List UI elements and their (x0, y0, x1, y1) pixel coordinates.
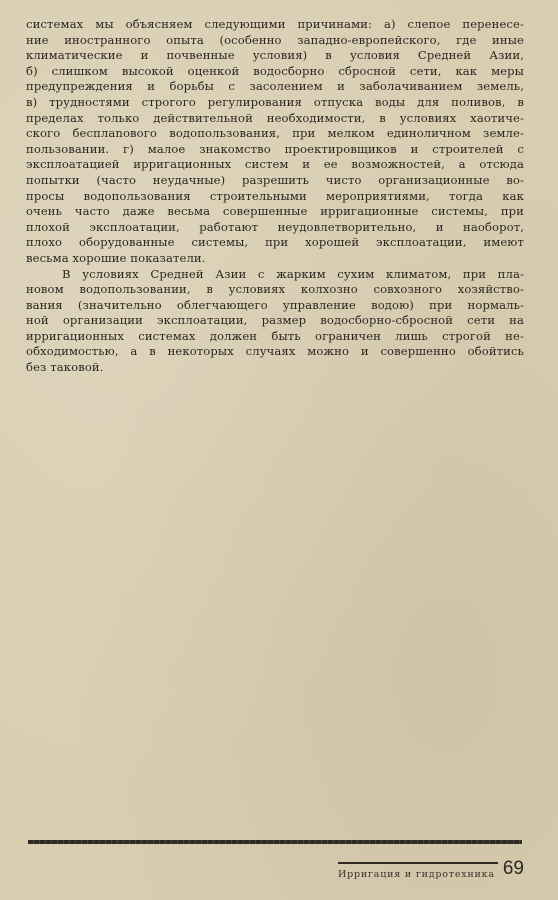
text-line: В условиях Средней Азии с жарким сухим климатом, при пла- (62, 266, 524, 281)
text-line: очень часто даже весьма совершенные ирригационные системы, при (26, 204, 524, 219)
text-line: вания (значительно облегчающего управление водою) при нормаль- (26, 297, 524, 312)
text-line: просы водопользования строительными мероприятиями, тогда как (26, 188, 524, 203)
bottom-rule-divider (28, 840, 522, 844)
text-line: ние иностранного опыта (особенно западно-европейского, где иные (26, 32, 524, 47)
text-line: предупреждения и борьбы с засолением и заболачиванием земель, (26, 79, 524, 94)
text-line: ского бесплanового водопользования, при мелком единоличном земле- (26, 126, 524, 141)
text-line: новом водопользовании, в условиях колхозно совхозного хозяйство- (26, 282, 524, 297)
text-line: пользовании. г) малое знакомство проектировщиков и строителей с (26, 141, 524, 156)
page-footer (338, 858, 524, 882)
text-line: климатические и почвенные условия) в условия Средней Азии, (26, 48, 524, 63)
text-line: весьма хорошие показатели. (26, 250, 206, 265)
text-line: попытки (часто неудачные) разрешить чисто организационные во- (26, 172, 524, 187)
paragraph-1 (26, 17, 524, 267)
body-text (26, 17, 524, 376)
text-line: эксплоатацией ирригационных систем и ее возможностей, а отсюда (26, 157, 524, 172)
text-line: пределах только действительной необходимости, в условиях хаотиче- (26, 110, 524, 125)
text-line: плохой эксплоатации, работают неудовлетворительно, и наоборот, (26, 219, 524, 234)
text-line: плохо оборудованные системы, при хорошей эксплоатации, имеют (26, 235, 524, 250)
text-line: системах мы объясняем следующими причинами: а) слепое перенесе- (26, 17, 524, 31)
text-line: в) трудностями строгого регулирования отпуска воды для поливов, в (26, 94, 524, 109)
text-line: б) слишком высокой оценкой водосборно сбросной сети, как меры (26, 63, 524, 78)
text-line: ной организации эксплоатации, размер водосборно-сбросной сети на (26, 313, 524, 328)
text-line: без таковой. (26, 360, 104, 375)
running-title: Ирригация и гидротехника (338, 869, 495, 880)
text-line: обходимостью, а в некоторых случаях можно и совершенно обойтись (26, 344, 524, 359)
text-line: ирригационных системах должен быть ограничен лишь строгой не- (26, 328, 524, 343)
footer-rule-divider (338, 862, 498, 864)
page-number: 69 (502, 858, 524, 879)
paragraph-2 (26, 267, 524, 376)
